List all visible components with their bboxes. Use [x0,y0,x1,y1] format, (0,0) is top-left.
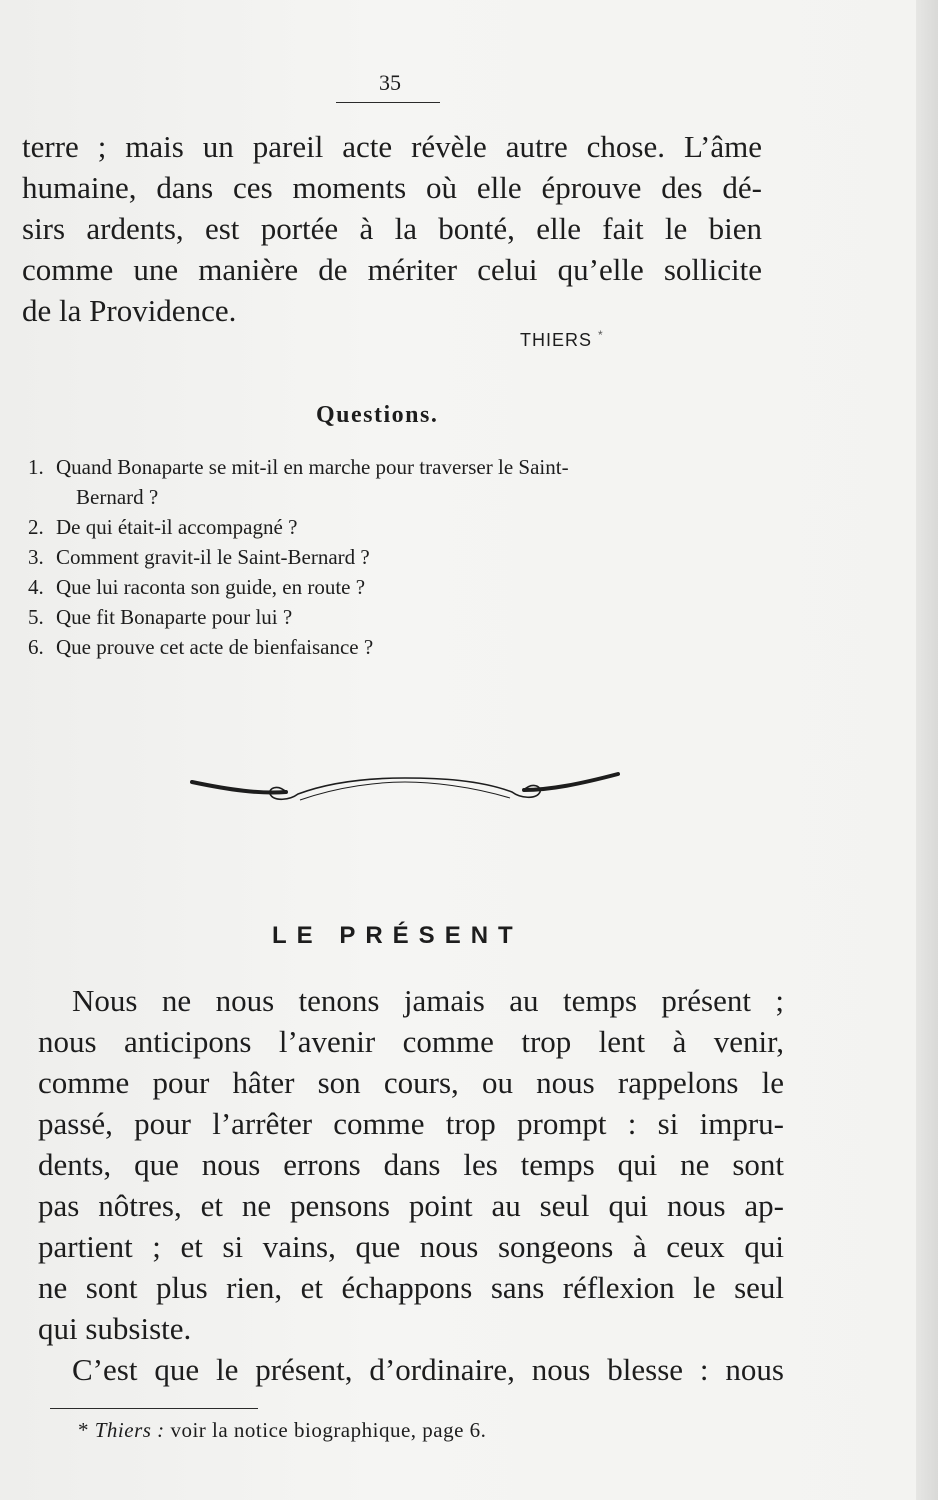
text-line: passé, pour l’arrêter comme trop prompt : si impru- [38,1106,784,1141]
section-paragraph [38,980,784,1390]
text-line: C’est que le présent, d’ordinaire, nous blesse : nous [72,1352,784,1387]
question-text: De qui était-il accompagné ? [56,515,298,539]
page-number-rule [336,102,440,103]
text-line: comme une manière de mériter celui qu’elle sollicite [22,252,762,287]
text-line: partient ; et si vains, que nous songeons à ceux qui [38,1229,784,1264]
question-number: 5. [28,605,44,629]
question-item [28,542,768,572]
question-text: Que prouve cet acte de bienfaisance ? [56,635,374,659]
question-text: Comment gravit-il le Saint-Bernard ? [56,545,370,569]
question-text-cont: Bernard ? [76,485,159,509]
question-text: Quand Bonaparte se mit-il en marche pour traverser le Saint- [56,455,569,479]
page-edge [916,0,938,1500]
questions-title: Questions. [316,402,439,428]
text-line: ne sont plus rien, et échappons sans réflexion le seul [38,1270,784,1305]
question-item [28,632,768,662]
question-number: 6. [28,635,44,659]
question-number: 2. [28,515,44,539]
text-line: qui subsiste. [38,1311,192,1346]
footnote-marker: * [78,1418,89,1442]
text-line: humaine, dans ces moments où elle éprouve des dé- [22,170,762,205]
question-number: 3. [28,545,44,569]
question-item [28,602,768,632]
question-item [28,572,768,602]
footnote-text: voir la notice biographique, page 6. [170,1418,487,1442]
footnote [78,1418,486,1443]
decorative-flourish-icon [190,770,620,810]
page-number: 35 [379,70,401,95]
footnote-marker: * [598,328,604,342]
text-line: de la Providence. [22,293,237,328]
intro-paragraph [22,126,762,331]
footnote-author: Thiers : [94,1418,165,1442]
footnote-rule [50,1408,258,1409]
text-line: dents, que nous errons dans les temps qui ne sont [38,1147,784,1182]
question-item [28,452,768,512]
author-name: THIERS [520,330,593,350]
text-line: terre ; mais un pareil acte révèle autre chose. L’âme [22,129,762,164]
question-item [28,512,768,542]
questions-list [28,452,768,662]
question-text: Que fit Bonaparte pour lui ? [56,605,293,629]
text-line: Nous ne nous tenons jamais au temps présent ; [72,983,784,1018]
section-title: LE PRÉSENT [272,922,523,949]
question-number: 4. [28,575,44,599]
text-line: sirs ardents, est portée à la bonté, elle fait le bien [22,211,762,246]
text-line: comme pour hâter son cours, ou nous rappelons le [38,1065,784,1100]
author-attribution [520,328,604,351]
text-line: nous anticipons l’avenir comme trop lent à venir, [38,1024,784,1059]
question-text: Que lui raconta son guide, en route ? [56,575,366,599]
text-line: pas nôtres, et ne pensons point au seul qui nous ap- [38,1188,784,1223]
question-number: 1. [28,455,44,479]
